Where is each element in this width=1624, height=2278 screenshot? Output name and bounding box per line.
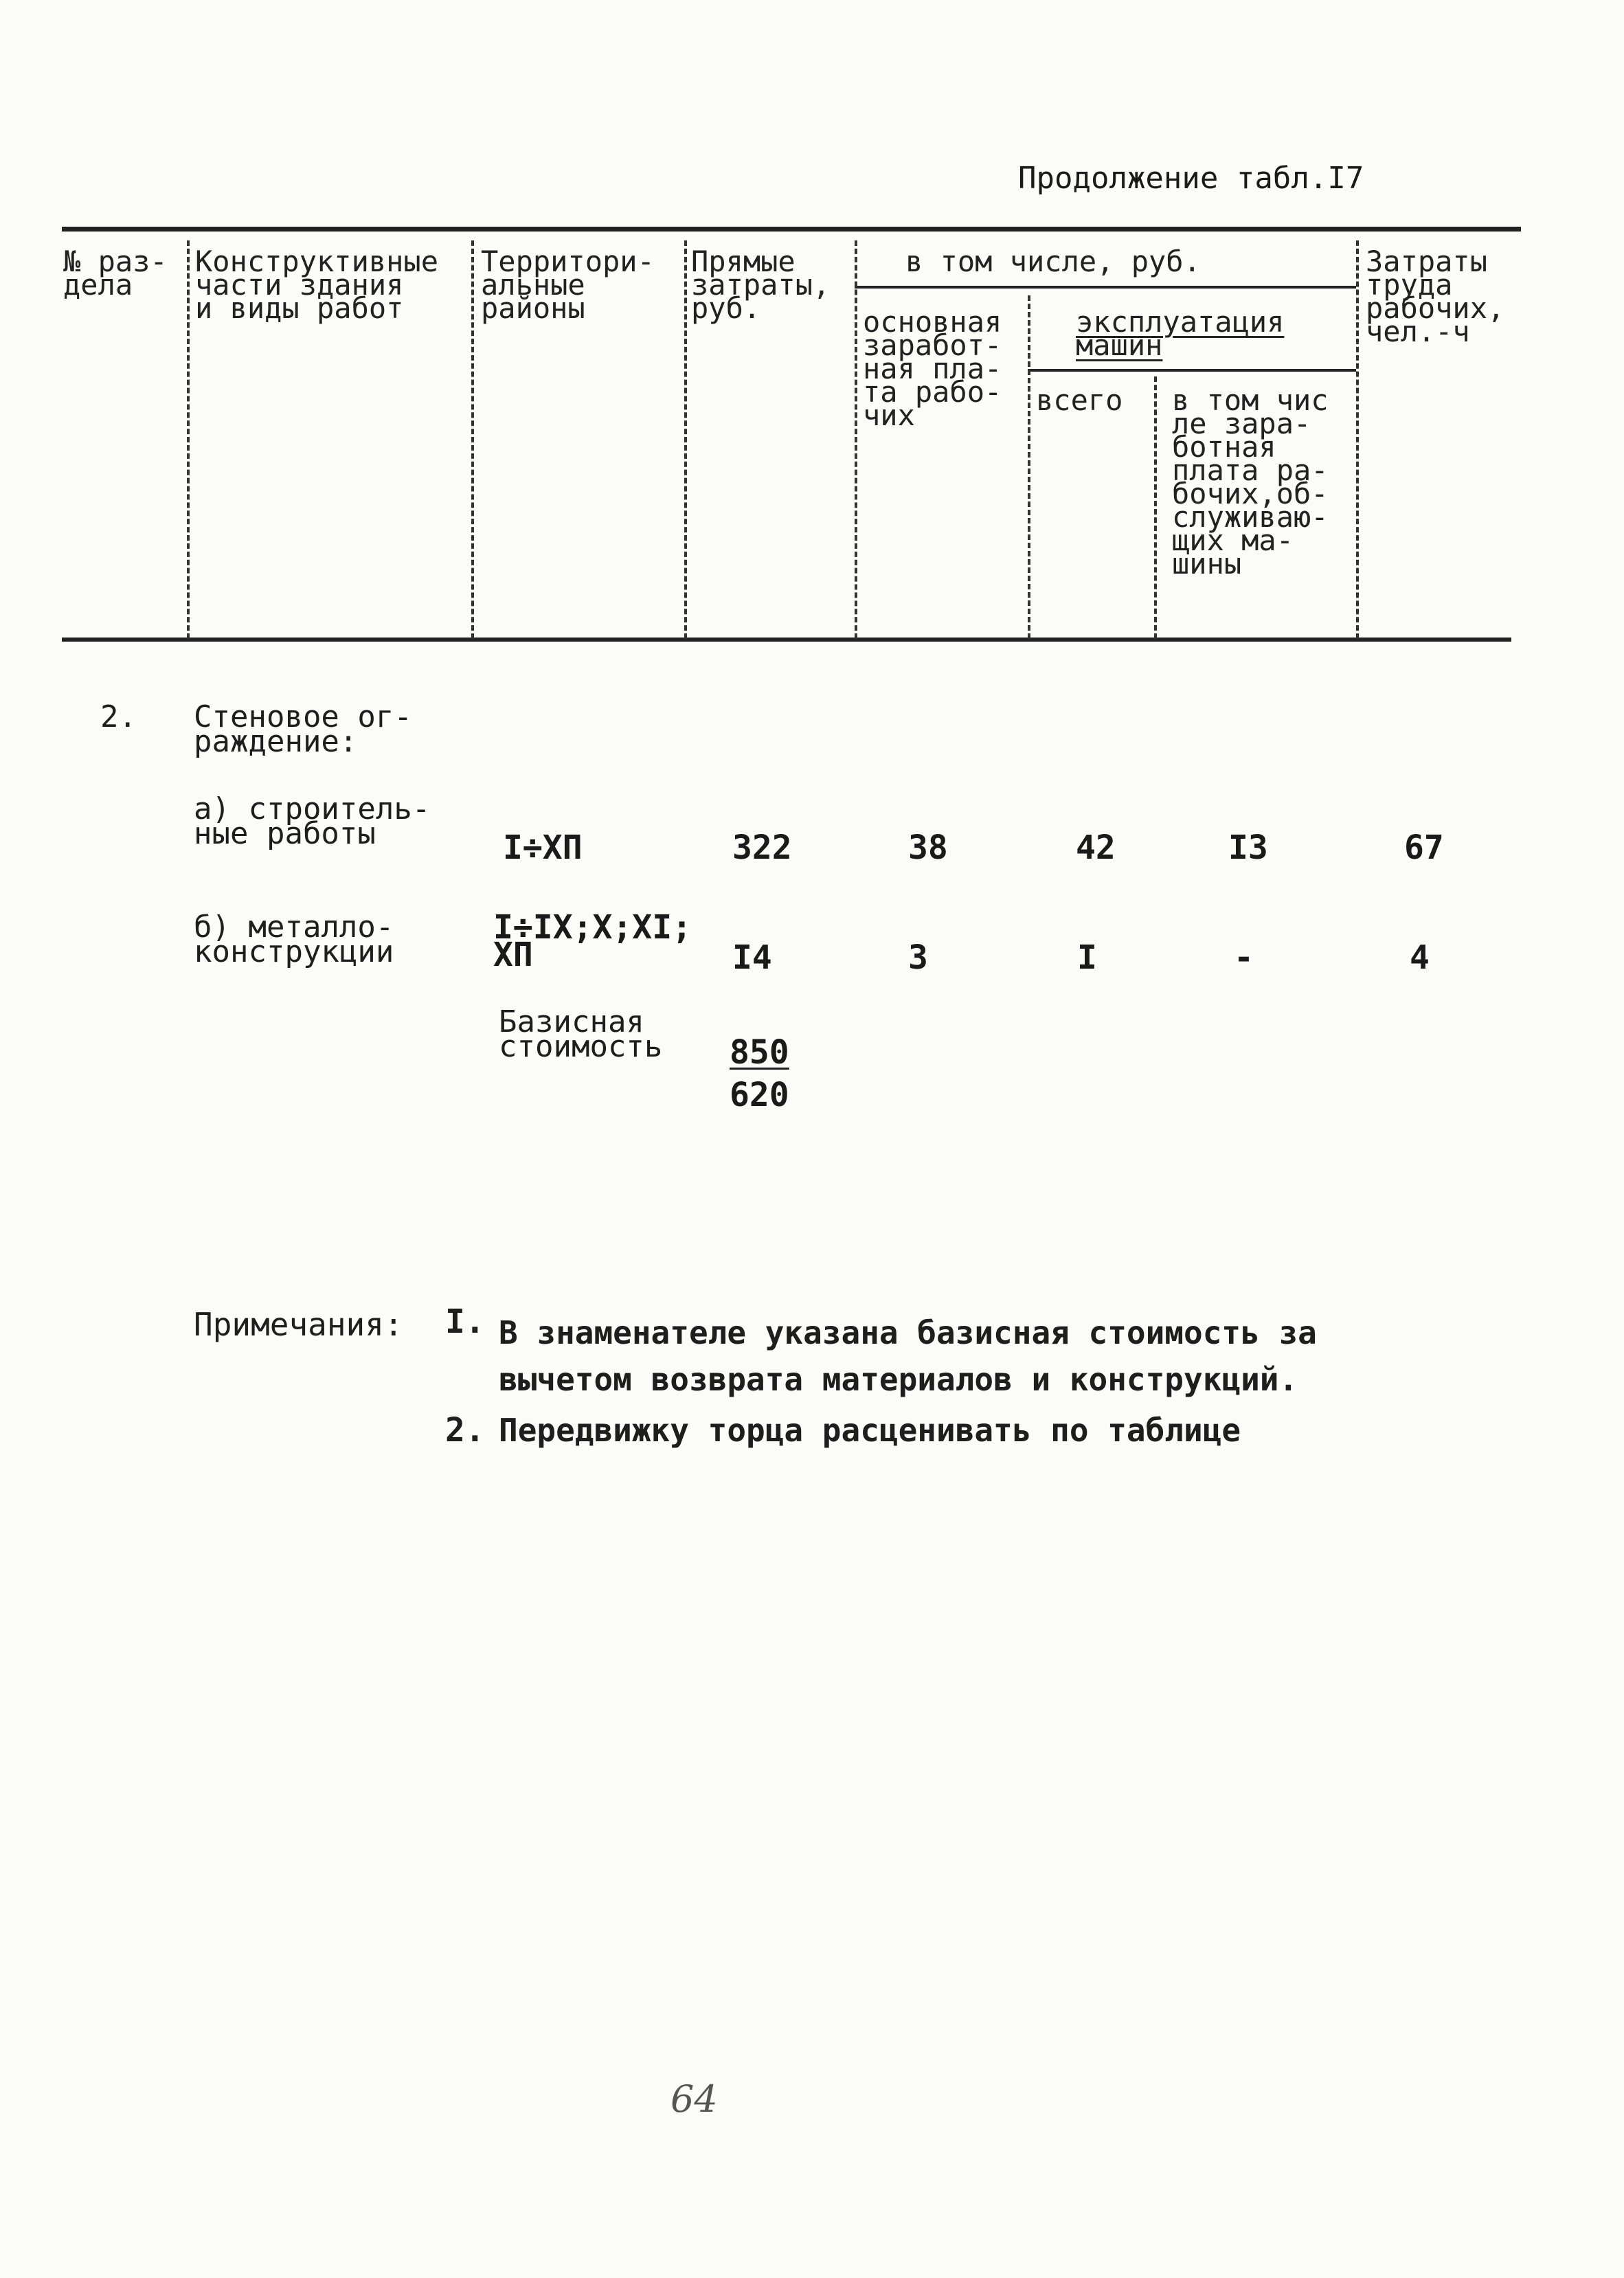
table-header-bottom-rule [62, 638, 1511, 642]
col-separator-1 [187, 240, 190, 639]
header-direct-costs: Прямые затраты, руб. [691, 245, 831, 325]
col-separator-4 [855, 240, 857, 639]
section-number: 2. [100, 699, 137, 734]
note-1-text: В знаменателе указана базисная стоимость за вычетом возврата материалов и конструкций. [499, 1314, 1317, 1398]
header-parts: Конструктивные части здания и виды работ [195, 245, 439, 325]
header-basic-wage: основная заработ- ная пла- та рабо- чих [863, 305, 1002, 432]
row-b-name: б) металло- конструкции [194, 910, 394, 969]
note-2-text: Передвижку торца расценивать по таблице [499, 1412, 1241, 1449]
header-machines: эксплуатация машин [1076, 305, 1285, 362]
base-cost-numerator: 850 [730, 1033, 789, 1072]
row-b-direct: I4 [732, 938, 772, 977]
section-title: Стеновое ог- раждение: [194, 699, 412, 759]
row-b-machines-total: I [1077, 938, 1097, 977]
machines-sub-rule [1028, 369, 1356, 372]
row-b-machines-wage: - [1234, 938, 1254, 977]
row-a-machines-total: 42 [1076, 828, 1116, 867]
base-cost-label: Базисная стоимость [499, 1004, 663, 1064]
col-separator-2 [471, 240, 474, 639]
row-a-name: а) строитель- ные работы [194, 791, 431, 851]
row-a-wage: 38 [908, 828, 948, 867]
header-regions: Территори- альные районы [481, 245, 655, 325]
header-labor: Затраты труда рабочих, чел.-ч [1366, 245, 1505, 348]
row-a-region: I÷XП [503, 828, 583, 867]
page-number: 64 [670, 2077, 718, 2121]
header-including: в том числе, руб. [905, 245, 1201, 278]
header-machines-total: всего [1036, 383, 1123, 417]
base-cost-denominator: 620 [730, 1076, 789, 1114]
row-b-wage: 3 [908, 938, 928, 977]
col-separator-3 [684, 240, 687, 639]
col-separator-6 [1154, 376, 1157, 639]
header-machines-wage: в том чис ле зара- ботная плата ра- бочих,об- служиваю- щих ма- шины [1172, 383, 1329, 580]
table-top-rule [62, 227, 1521, 232]
table-caption: Продолжение табл.I7 [1018, 161, 1364, 196]
row-a-machines-wage: I3 [1228, 828, 1268, 867]
row-b-region: I÷IX;X;XI; XП [493, 908, 692, 974]
col-separator-5 [1028, 295, 1030, 639]
notes-label: Примечания: [194, 1306, 403, 1343]
including-sub-rule [855, 286, 1356, 289]
row-a-direct: 322 [732, 828, 792, 867]
note-2-number: 2. [445, 1411, 485, 1450]
note-1-number: I. [445, 1302, 485, 1341]
header-section-no: № раз- дела [63, 245, 168, 302]
col-separator-7 [1356, 240, 1359, 639]
row-a-labor: 67 [1404, 828, 1444, 867]
row-b-labor: 4 [1410, 938, 1430, 977]
